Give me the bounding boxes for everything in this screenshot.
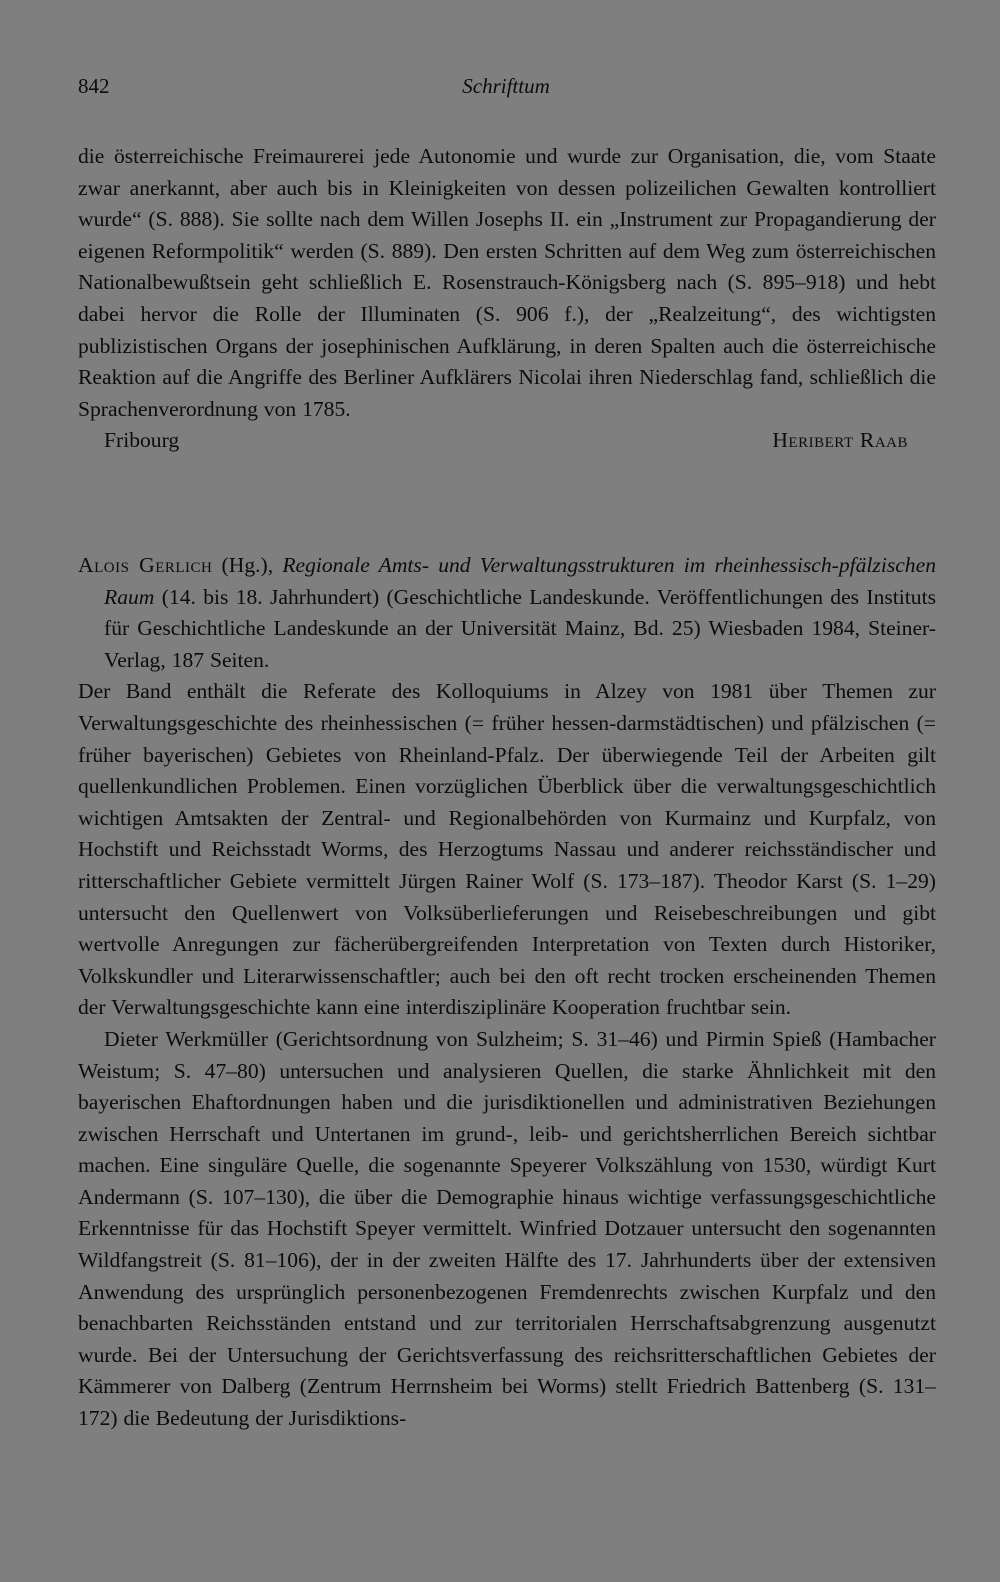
review-paragraph-1: Der Band enthält die Referate des Kolloquiums in Alzey von 1981 über Themen zur Verwaltungsgeschichte des rheinhessischen (= früher hessen-darmstädtischen) und pfälzischen (= früher bayerischen) Gebietes von Rheinland-Pfalz. Der überwiegende Teil der Arbeiten gilt quellenkundlichen Problemen. Einen vorzüglichen Überblick über die verwaltungsgeschichtlich wichtigen Amtsakten der Zentral- und Regionalbehörden von Kurmainz und Kurpfalz, von Hochstift und Reichsstadt Worms, des Herzogtums Nassau und anderer reichsständischer und ritterschaftlicher Gebiete vermittelt Jürgen Rainer Wolf (S. 173–187). Theodor Karst (S. 1–29) untersucht den Quellenwert von Volksüberlieferungen und Reisebeschreibungen und gibt wertvolle Anregungen zur fächerübergreifenden Interpretation von Texten durch Historiker, Volkskundler und Literarwissenschaftler; auch bei den oft recht trocken erscheinenden Themen der Verwaltungsgeschichte kann eine interdisziplinäre Kooperation fruchtbar sein.	[78, 679, 936, 1020]
review-paragraph: die österreichische Freimaurerei jede Autonomie und wurde zur Organisation, die, vom Staate zwar anerkannt, aber auch bis in Kleinigkeiten von dessen polizeilichen Gewalten kontrolliert wurde“ (S. 888). Sie sollte nach dem Willen Josephs II. ein „Instrument zur Propagandierung der eigenen Reformpolitik“ werden (S. 889). Den ersten Schritten auf dem Weg zum österreichischen Nationalbewußtsein geht schließlich E. Rosenstrauch-Königsberg nach (S. 895–918) und hebt dabei hervor die Rolle der Illuminaten (S. 906 f.), der „Realzeitung“, des wichtigsten publizistischen Organs der josephinischen Aufklärung, in deren Spalten auch die österreichische Reaktion auf die Angriffe des Berliner Aufklärers Nicolai ihren Niederschlag fand, schließlich die Sprachenverordnung von 1785.	[78, 144, 936, 421]
review-place: Fribourg	[104, 428, 180, 453]
reviewer-name: Heribert Raab	[772, 428, 908, 453]
editor-mark: (Hg.),	[212, 553, 283, 577]
review-signature	[78, 425, 936, 457]
book-details: (14. bis 18. Jahrhundert) (Geschichtliche Landeskunde. Veröffentlichungen des Instituts für Geschichtliche Landeskunde an der Universität Mainz, Bd. 25) Wiesbaden 1984, Steiner-Verlag, 187 Seiten.	[104, 584, 936, 672]
book-author: Alois Gerlich	[78, 553, 213, 577]
book-review	[78, 550, 936, 1435]
bibliographic-citation	[78, 550, 936, 676]
running-head: Schrifttum	[462, 74, 550, 98]
book-title: Regionale Amts- und Verwaltungsstrukturen im rheinhessisch-pfälzischen Raum	[104, 553, 936, 609]
page-number: 842	[78, 74, 110, 98]
page-header	[78, 74, 934, 110]
review-continuation	[78, 141, 936, 457]
review-paragraph-2: Dieter Werkmüller (Gerichtsordnung von Sulzheim; S. 31–46) und Pirmin Spieß (Hambacher Weistum; S. 47–80) untersuchen und analysieren Quellen, die starke Ähnlichkeit mit den bayerischen Ehaftordnungen haben und die jurisdiktionellen und administrativen Beziehungen zwischen Herrschaft und Untertanen im grund-, leib- und gerichtsherrlichen Bereich sichtbar machen. Eine singuläre Quelle, die sogenannte Speyerer Volkszählung von 1530, würdigt Kurt Andermann (S. 107–130), die über die Demographie hinaus wichtige verfassungsgeschichtliche Erkenntnisse für das Hochstift Speyer vermittelt. Winfried Dotzauer untersucht den sogenannten Wildfangstreit (S. 81–106), der in der zweiten Hälfte des 17. Jahrhunderts über der extensiven Anwendung des ursprünglich personenbezogenen Fremdenrechts zwischen Kurpfalz und den benachbarten Reichsständen entstand und zur territorialen Herrschaftsabgrenzung ausgenutzt wurde. Bei der Untersuchung der Gerichtsverfassung des reichsritterschaftlichen Gebietes der Kämmerer von Dalberg (Zentrum Herrnsheim bei Worms) stellt Friedrich Battenberg (S. 131–172) die Bedeutung der Jurisdiktions-	[78, 1026, 936, 1431]
